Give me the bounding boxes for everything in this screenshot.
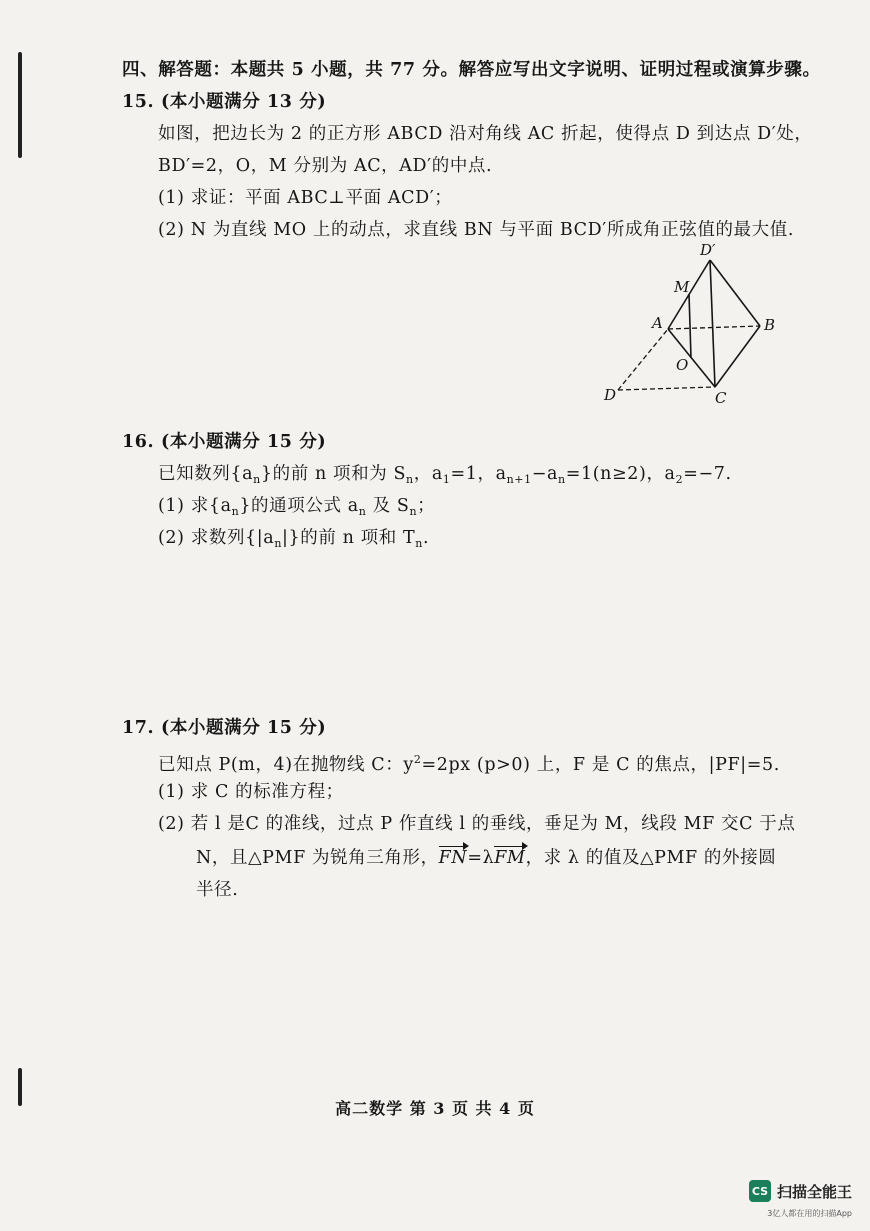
label-o: O (676, 356, 689, 374)
q16-part-1: (1) 求$\{a_n\}$的通项公式 $a_n$ 及 $S_n$； (158, 496, 436, 518)
q16-text-1: 已知数列$\{a_n\}$的前 n 项和为 $S_n$，$a_1=1$，$a_{n+1}-a_n=1(n\ge 2)$，$a_2=-7$. (158, 464, 732, 486)
vector-fm: FM (494, 848, 526, 868)
scan-margin-bar (18, 52, 22, 158)
q17-part-2-line-2: N，且△PMF 为锐角三角形，FN=λFM，求 λ 的值及△PMF 的外接圆 (196, 848, 777, 868)
q15-text-2: BD′=2，O，M 分别为 AC，AD′的中点. (158, 156, 493, 176)
q15-figure (590, 240, 790, 408)
section-header: 四、解答题：本题共 5 小题，共 77 分。解答应写出文字说明、证明过程或演算步骤。 (122, 60, 821, 80)
q17-part-2-line-3: 半径. (196, 880, 239, 900)
q17-part-1: (1) 求 C 的标准方程； (158, 782, 344, 802)
watermark-name: 扫描全能王 (776, 1182, 852, 1201)
q15-part-2: (2) N 为直线 MO 上的动点，求直线 BN 与平面 BCD′所成角正弦值的最大值. (158, 220, 795, 240)
vector-fn: FN (438, 848, 468, 868)
label-d: D (604, 386, 617, 404)
q15-part-1: (1) 求证：平面 ABC⊥平面 ACD′； (158, 188, 453, 208)
q15-text-1: 如图，把边长为 2 的正方形 ABCD 沿对角线 AC 折起，使得点 D 到达点 D′处， (158, 124, 813, 144)
camscanner-logo-icon: CS (749, 1180, 771, 1202)
q17-header: 17. (本小题满分 15 分) (122, 718, 327, 738)
q16-part-2: (2) 求数列$\{|a_n|\}$的前 n 项和 $T_n$. (158, 528, 430, 550)
label-a: A (652, 314, 663, 332)
q17-part-2-line-1: (2) 若 l 是C 的准线，过点 P 作直线 l 的垂线，垂足为 M，线段 MF 交C 于点 (158, 814, 796, 834)
label-b: B (764, 316, 776, 334)
q16-header: 16. (本小题满分 15 分) (122, 432, 327, 452)
label-m: M (674, 278, 690, 296)
page-footer: 高二数学 第 3 页 共 4 页 (335, 1099, 535, 1118)
q15-header: 15. (本小题满分 13 分) (122, 92, 327, 112)
watermark-subtitle: 3亿人都在用的扫描App (767, 1209, 852, 1218)
label-d-prime: D′ (700, 241, 716, 259)
scanner-watermark (749, 1180, 852, 1202)
q17-text-1: 已知点 P(m，4)在抛物线 C：$y^2=2px$ (p>0) 上，F 是 C 的焦点，|PF|=5. (158, 753, 780, 775)
label-c: C (715, 389, 727, 407)
